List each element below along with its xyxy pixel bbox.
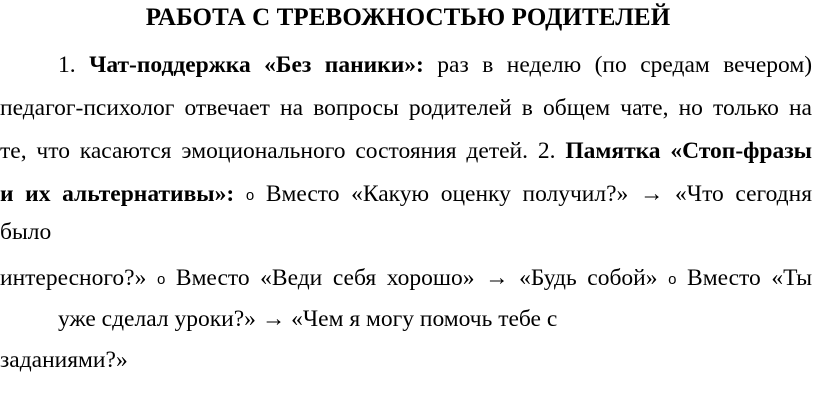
item1-line1 [58,51,812,79]
item2-heading-part2: и их альтернативы»: [0,181,235,207]
item1-line3-item2-start [0,137,812,165]
alt1-line3: интересного?» [0,265,147,291]
item2-line8 [0,346,812,374]
alt3-line3: заданиями?» [0,347,128,373]
item2-heading-part1: Памятка «Стоп-фразы [565,138,813,164]
alt1-line1: Вместо «Какую оценку получил?» → «Что сегодня [265,181,813,207]
item1-text-line3: те, что касаются эмоционального состояния детей. [0,138,528,164]
item2-number: 2. [537,138,556,164]
item1-line2 [0,94,812,122]
bullet-icon: o [668,271,677,288]
item1-text-line1: раз в неделю (по средам вечером) [437,52,813,78]
item1-text-line2: педагог-психолог отвечает на вопросы родителей в общем чате, но только на [0,95,812,121]
item2-line5 [0,218,812,246]
item2-line7 [58,305,816,333]
bullet-icon: o [156,271,166,288]
alt1-line2: было [0,219,52,245]
item2-line6 [0,264,812,294]
item2-line4 [0,180,812,210]
bullet-icon: o [245,187,255,204]
item1-heading: Чат-поддержка «Без паники»: [89,52,424,78]
alt3-line1: Вместо «Ты [687,265,813,291]
alt3-line2: уже сделал уроки?» → «Чем я могу помочь тебе с [58,306,558,332]
item1-number: 1. [58,52,76,78]
alt2: Вместо «Веди себя хорошо» → «Будь собой» [175,265,658,291]
document-title: РАБОТА С ТРЕВОЖНОСТЬЮ РОДИТЕЛЕЙ [145,4,671,31]
